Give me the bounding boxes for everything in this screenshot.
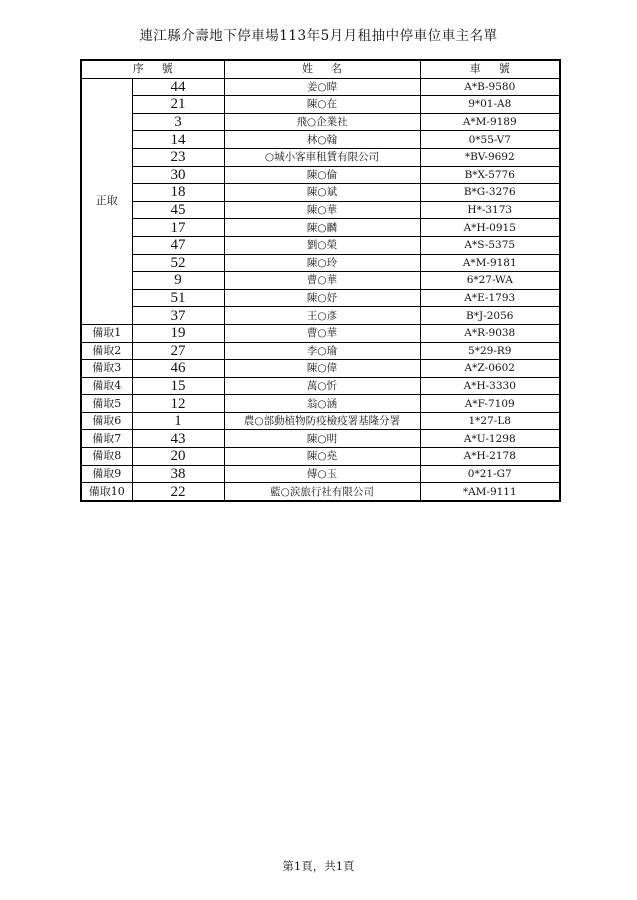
main-group-label: 正取 [81,78,132,324]
name-cell: 飛○企業社 [224,113,420,131]
page-footer: 第1頁，共1頁 [282,859,355,873]
backup-label: 備取9 [81,465,132,483]
seq-cell: 30 [132,166,224,184]
plate-cell: B*J-2056 [420,307,560,325]
name-cell: 陳○偉 [224,360,420,378]
plate-cell: H*-3173 [420,201,560,219]
main-row [81,201,560,219]
name-cell: 藍○涙旅行社有限公司 [224,483,420,501]
plate-cell: 9*01-A8 [420,96,560,114]
plate-cell: 0*55-V7 [420,131,560,149]
name-cell: 陳○麟 [224,219,420,237]
seq-cell: 15 [132,377,224,395]
seq-cell: 22 [132,483,224,501]
name-cell: 陳○妤 [224,289,420,307]
plate-cell: 1*27-L8 [420,412,560,430]
backup-row [81,483,560,501]
backup-row [81,412,560,430]
plate-cell: A*F-7109 [420,395,560,413]
plate-cell: 0*21-G7 [420,465,560,483]
main-row [81,307,560,325]
plate-cell: A*R-9038 [420,324,560,342]
plate-cell: A*U-1298 [420,430,560,448]
header-row [81,60,560,78]
seq-cell: 51 [132,289,224,307]
seq-cell: 21 [132,96,224,114]
backup-label: 備取3 [81,360,132,378]
name-cell: 陳○堯 [224,448,420,466]
plate-cell: B*X-5776 [420,166,560,184]
plate-cell: A*E-1793 [420,289,560,307]
seq-cell: 14 [132,131,224,149]
roster-body [81,78,560,501]
name-cell: 陳○明 [224,430,420,448]
plate-cell: A*H-2178 [420,448,560,466]
backup-label: 備取5 [81,395,132,413]
backup-row [81,377,560,395]
plate-cell: A*M-9181 [420,254,560,272]
name-cell: 曹○華 [224,324,420,342]
roster-table [80,59,561,502]
main-row [81,272,560,290]
seq-cell: 38 [132,465,224,483]
backup-label: 備取10 [81,483,132,501]
header-name: 姓名 [224,60,420,78]
plate-cell: 6*27-WA [420,272,560,290]
seq-cell: 9 [132,272,224,290]
header-seq: 序號 [81,60,224,78]
plate-cell: 5*29-R9 [420,342,560,360]
main-row [81,113,560,131]
plate-cell: A*B-9580 [420,78,560,96]
seq-cell: 1 [132,412,224,430]
name-cell: 姜○暐 [224,78,420,96]
backup-row [81,324,560,342]
name-cell: ○城小客車租賃有限公司 [224,148,420,166]
backup-label: 備取4 [81,377,132,395]
seq-cell: 17 [132,219,224,237]
plate-cell: *AM-9111 [420,483,560,501]
plate-cell: A*H-0915 [420,219,560,237]
name-cell: 陳○倫 [224,166,420,184]
main-row [81,78,560,96]
seq-cell: 27 [132,342,224,360]
name-cell: 陳○華 [224,201,420,219]
name-cell: 陳○玲 [224,254,420,272]
seq-cell: 23 [132,148,224,166]
seq-cell: 46 [132,360,224,378]
backup-label: 備取6 [81,412,132,430]
backup-row [81,430,560,448]
main-row [81,236,560,254]
plate-cell: A*Z-0602 [420,360,560,378]
name-cell: 農○部動植物防疫檢疫署基隆分署 [224,412,420,430]
plate-cell: A*S-5375 [420,236,560,254]
seq-cell: 3 [132,113,224,131]
backup-label: 備取7 [81,430,132,448]
seq-cell: 47 [132,236,224,254]
name-cell: 陳○在 [224,96,420,114]
backup-row [81,395,560,413]
main-row [81,148,560,166]
seq-cell: 45 [132,201,224,219]
main-row [81,166,560,184]
name-cell: 曹○華 [224,272,420,290]
seq-cell: 43 [132,430,224,448]
seq-cell: 37 [132,307,224,325]
plate-cell: A*M-9189 [420,113,560,131]
main-row [81,219,560,237]
main-row [81,184,560,202]
backup-row [81,448,560,466]
name-cell: 翁○涵 [224,395,420,413]
backup-label: 備取8 [81,448,132,466]
name-cell: 林○翰 [224,131,420,149]
seq-cell: 20 [132,448,224,466]
header-plate: 車號 [420,60,560,78]
plate-cell: A*H-3330 [420,377,560,395]
plate-cell: B*G-3276 [420,184,560,202]
backup-row [81,360,560,378]
seq-cell: 12 [132,395,224,413]
plate-cell: *BV-9692 [420,148,560,166]
name-cell: 王○彥 [224,307,420,325]
name-cell: 陳○斌 [224,184,420,202]
main-row [81,96,560,114]
seq-cell: 18 [132,184,224,202]
backup-row [81,342,560,360]
seq-cell: 19 [132,324,224,342]
name-cell: 傅○玉 [224,465,420,483]
main-row [81,289,560,307]
main-row [81,131,560,149]
seq-cell: 44 [132,78,224,96]
backup-label: 備取1 [81,324,132,342]
name-cell: 劉○榮 [224,236,420,254]
name-cell: 萬○忻 [224,377,420,395]
page-title: 連江縣介壽地下停車場113年5月月租抽中停車位車主名單 [139,28,498,44]
seq-cell: 52 [132,254,224,272]
name-cell: 李○瑜 [224,342,420,360]
backup-label: 備取2 [81,342,132,360]
backup-row [81,465,560,483]
main-row [81,254,560,272]
